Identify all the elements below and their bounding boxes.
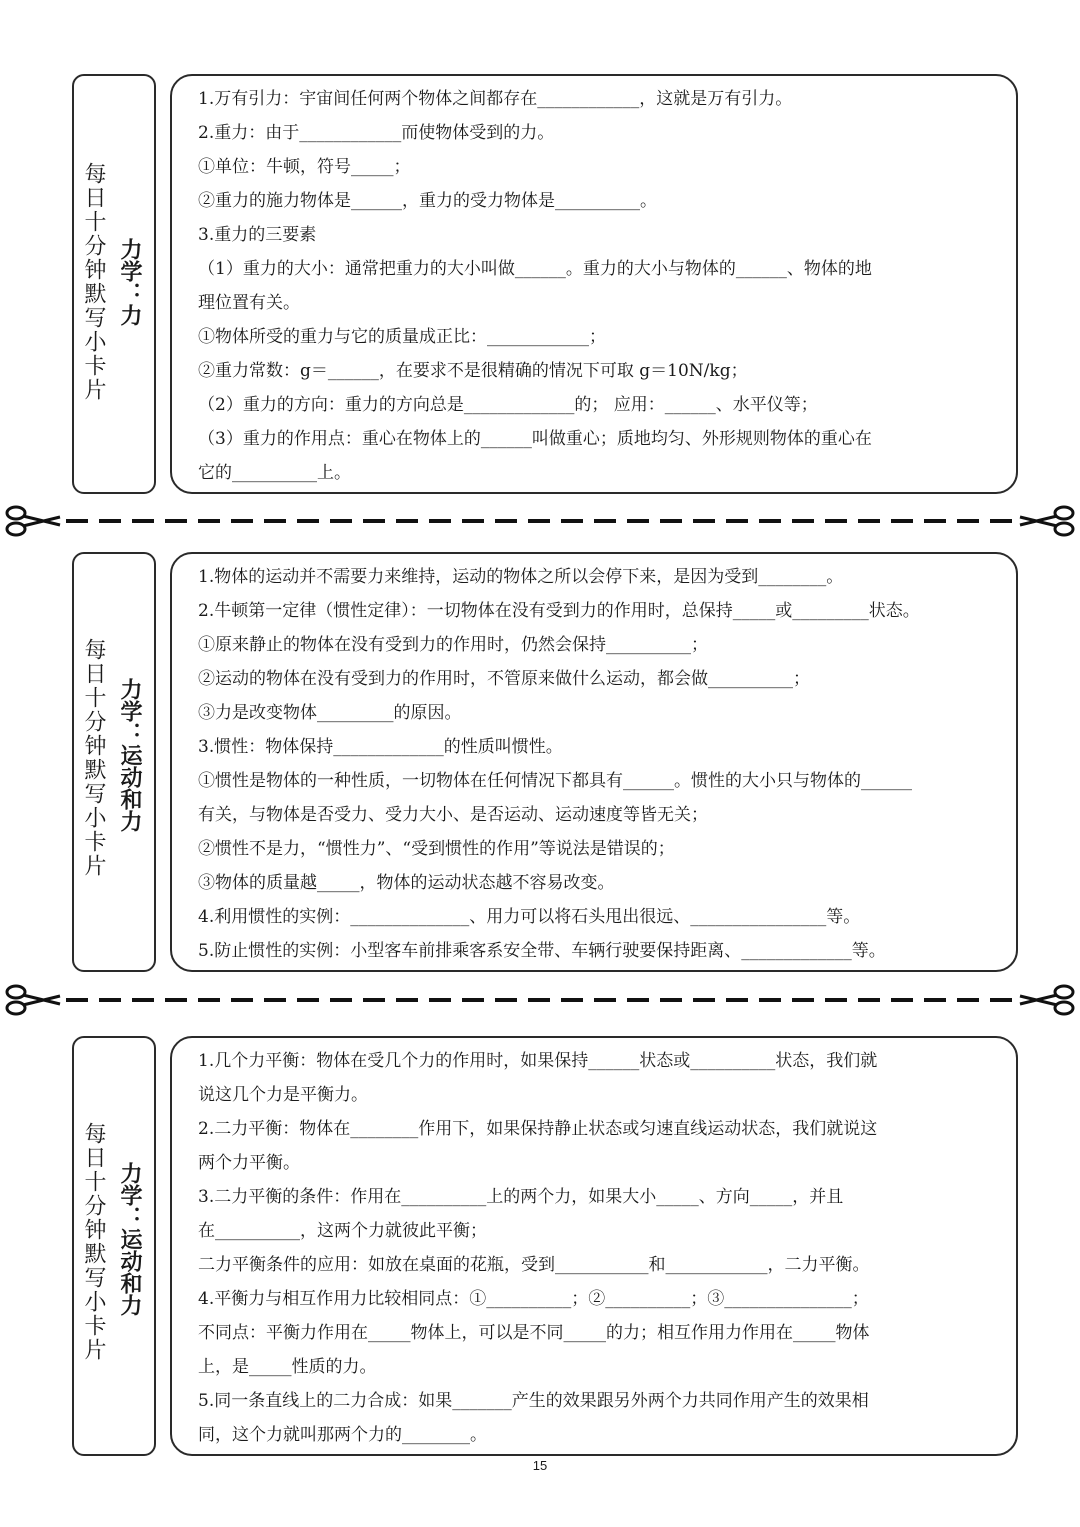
card-line: ②重力的施力物体是______，重力的受力物体是__________。 (198, 191, 657, 211)
scissors-icon (7, 986, 60, 1014)
scissors-icon (1020, 507, 1073, 535)
card-line: 在__________，这两个力就彼此平衡； (198, 1221, 487, 1241)
subject-title: 力学：运动和力 (117, 1162, 142, 1316)
card-side-label (72, 1036, 156, 1456)
card-line: 有关，与物体是否受力、受力大小、是否运动、运动速度等皆无关； (198, 805, 708, 825)
card-line: 1.物体的运动并不需要力来维持，运动的物体之所以会停下来，是因为受到________。 (198, 567, 844, 587)
card-line: ②惯性不是力，“惯性力”、“受到惯性的作用”等说法是错误的； (198, 839, 675, 859)
card-line: 不同点：平衡力作用在_____物体上，可以是不同_____的力；相互作用力作用在_____物体 (198, 1323, 870, 1343)
card-line: 上，是_____性质的力。 (198, 1357, 377, 1377)
card-side-label (72, 74, 156, 494)
card-line: 1.几个力平衡：物体在受几个力的作用时，如果保持______状态或__________状态，我们就 (198, 1051, 878, 1071)
cut-line (0, 501, 1080, 541)
card-line: 2.二力平衡：物体在________作用下，如果保持静止状态或匀速直线运动状态，我们就说这 (198, 1119, 878, 1139)
scissors-icon (1020, 986, 1073, 1014)
card-line: ②重力常数：g＝______，在要求不是很精确的情况下可取 g＝10N/kg； (198, 361, 748, 381)
card-line: （1）重力的大小：通常把重力的大小叫做______。重力的大小与物体的______、物体的地 (198, 259, 872, 279)
card-line: 理位置有关。 (198, 293, 300, 313)
page-number: 15 (532, 1458, 548, 1473)
card-line: 4.利用惯性的实例：______________、用力可以将石头甩出很远、________________等。 (198, 907, 861, 927)
card-line: 说这几个力是平衡力。 (198, 1085, 368, 1105)
card-line: ②运动的物体在没有受到力的作用时，不管原来做什么运动，都会做__________； (198, 669, 810, 689)
card-content-box (170, 1036, 1018, 1456)
card-line: 5.同一条直线上的二力合成：如果_______产生的效果跟另外两个力共同作用产生的效果相 (198, 1391, 869, 1411)
card-line: 2.牛顿第一定律（惯性定律）：一切物体在没有受到力的作用时，总保持_____或_________状态。 (198, 601, 920, 621)
card-line: 二力平衡条件的应用：如放在桌面的花瓶，受到___________和____________，二力平衡。 (198, 1255, 870, 1275)
card-line: （3）重力的作用点：重心在物体上的______叫做重心；质地均匀、外形规则物体的重心在 (198, 429, 872, 449)
scissors-icon (7, 507, 60, 535)
side-title: 每日十分钟默写小卡片 (81, 162, 106, 402)
card-line: 5.防止惯性的实例：小型客车前排乘客系安全带、车辆行驶要保持距离、_____________等。 (198, 941, 886, 961)
side-title: 每日十分钟默写小卡片 (81, 638, 106, 878)
side-title: 每日十分钟默写小卡片 (81, 1122, 106, 1362)
subject-title: 力学：运动和力 (117, 678, 142, 832)
card-line: ①原来静止的物体在没有受到力的作用时，仍然会保持__________； (198, 635, 708, 655)
card-content-box (170, 74, 1018, 494)
card-line: （2）重力的方向：重力的方向总是_____________的； 应用：______、水平仪等； (198, 395, 818, 415)
card-line: 4.平衡力与相互作用力比较相同点：①__________；②__________；③_______________； (198, 1289, 869, 1309)
card-line: ③物体的质量越_____，物体的运动状态越不容易改变。 (198, 873, 615, 893)
card-line: 1.万有引力：宇宙间任何两个物体之间都存在____________，这就是万有引力。 (198, 89, 793, 109)
card-line: 它的__________上。 (198, 463, 351, 483)
subject-title: 力学：力 (117, 238, 142, 326)
card-line: 3.惯性：物体保持_____________的性质叫惯性。 (198, 737, 563, 757)
card-line: 3.重力的三要素 (198, 225, 317, 245)
card-line: 同，这个力就叫那两个力的________。 (198, 1425, 487, 1445)
card-content-box (170, 552, 1018, 972)
card-line: ①惯性是物体的一种性质，一切物体在任何情况下都具有______。惯性的大小只与物体的______ (198, 771, 912, 791)
card-line: 两个力平衡。 (198, 1153, 300, 1173)
card-side-label (72, 552, 156, 972)
cut-line (0, 980, 1080, 1020)
card-line: ①单位：牛顿，符号_____； (198, 157, 411, 177)
card-line: 2.重力：由于____________而使物体受到的力。 (198, 123, 555, 143)
card-line: ①物体所受的重力与它的质量成正比：____________； (198, 327, 606, 347)
card-line: 3.二力平衡的条件：作用在__________上的两个力，如果大小_____、方向_____，并且 (198, 1187, 844, 1207)
card-line: ③力是改变物体_________的原因。 (198, 703, 462, 723)
